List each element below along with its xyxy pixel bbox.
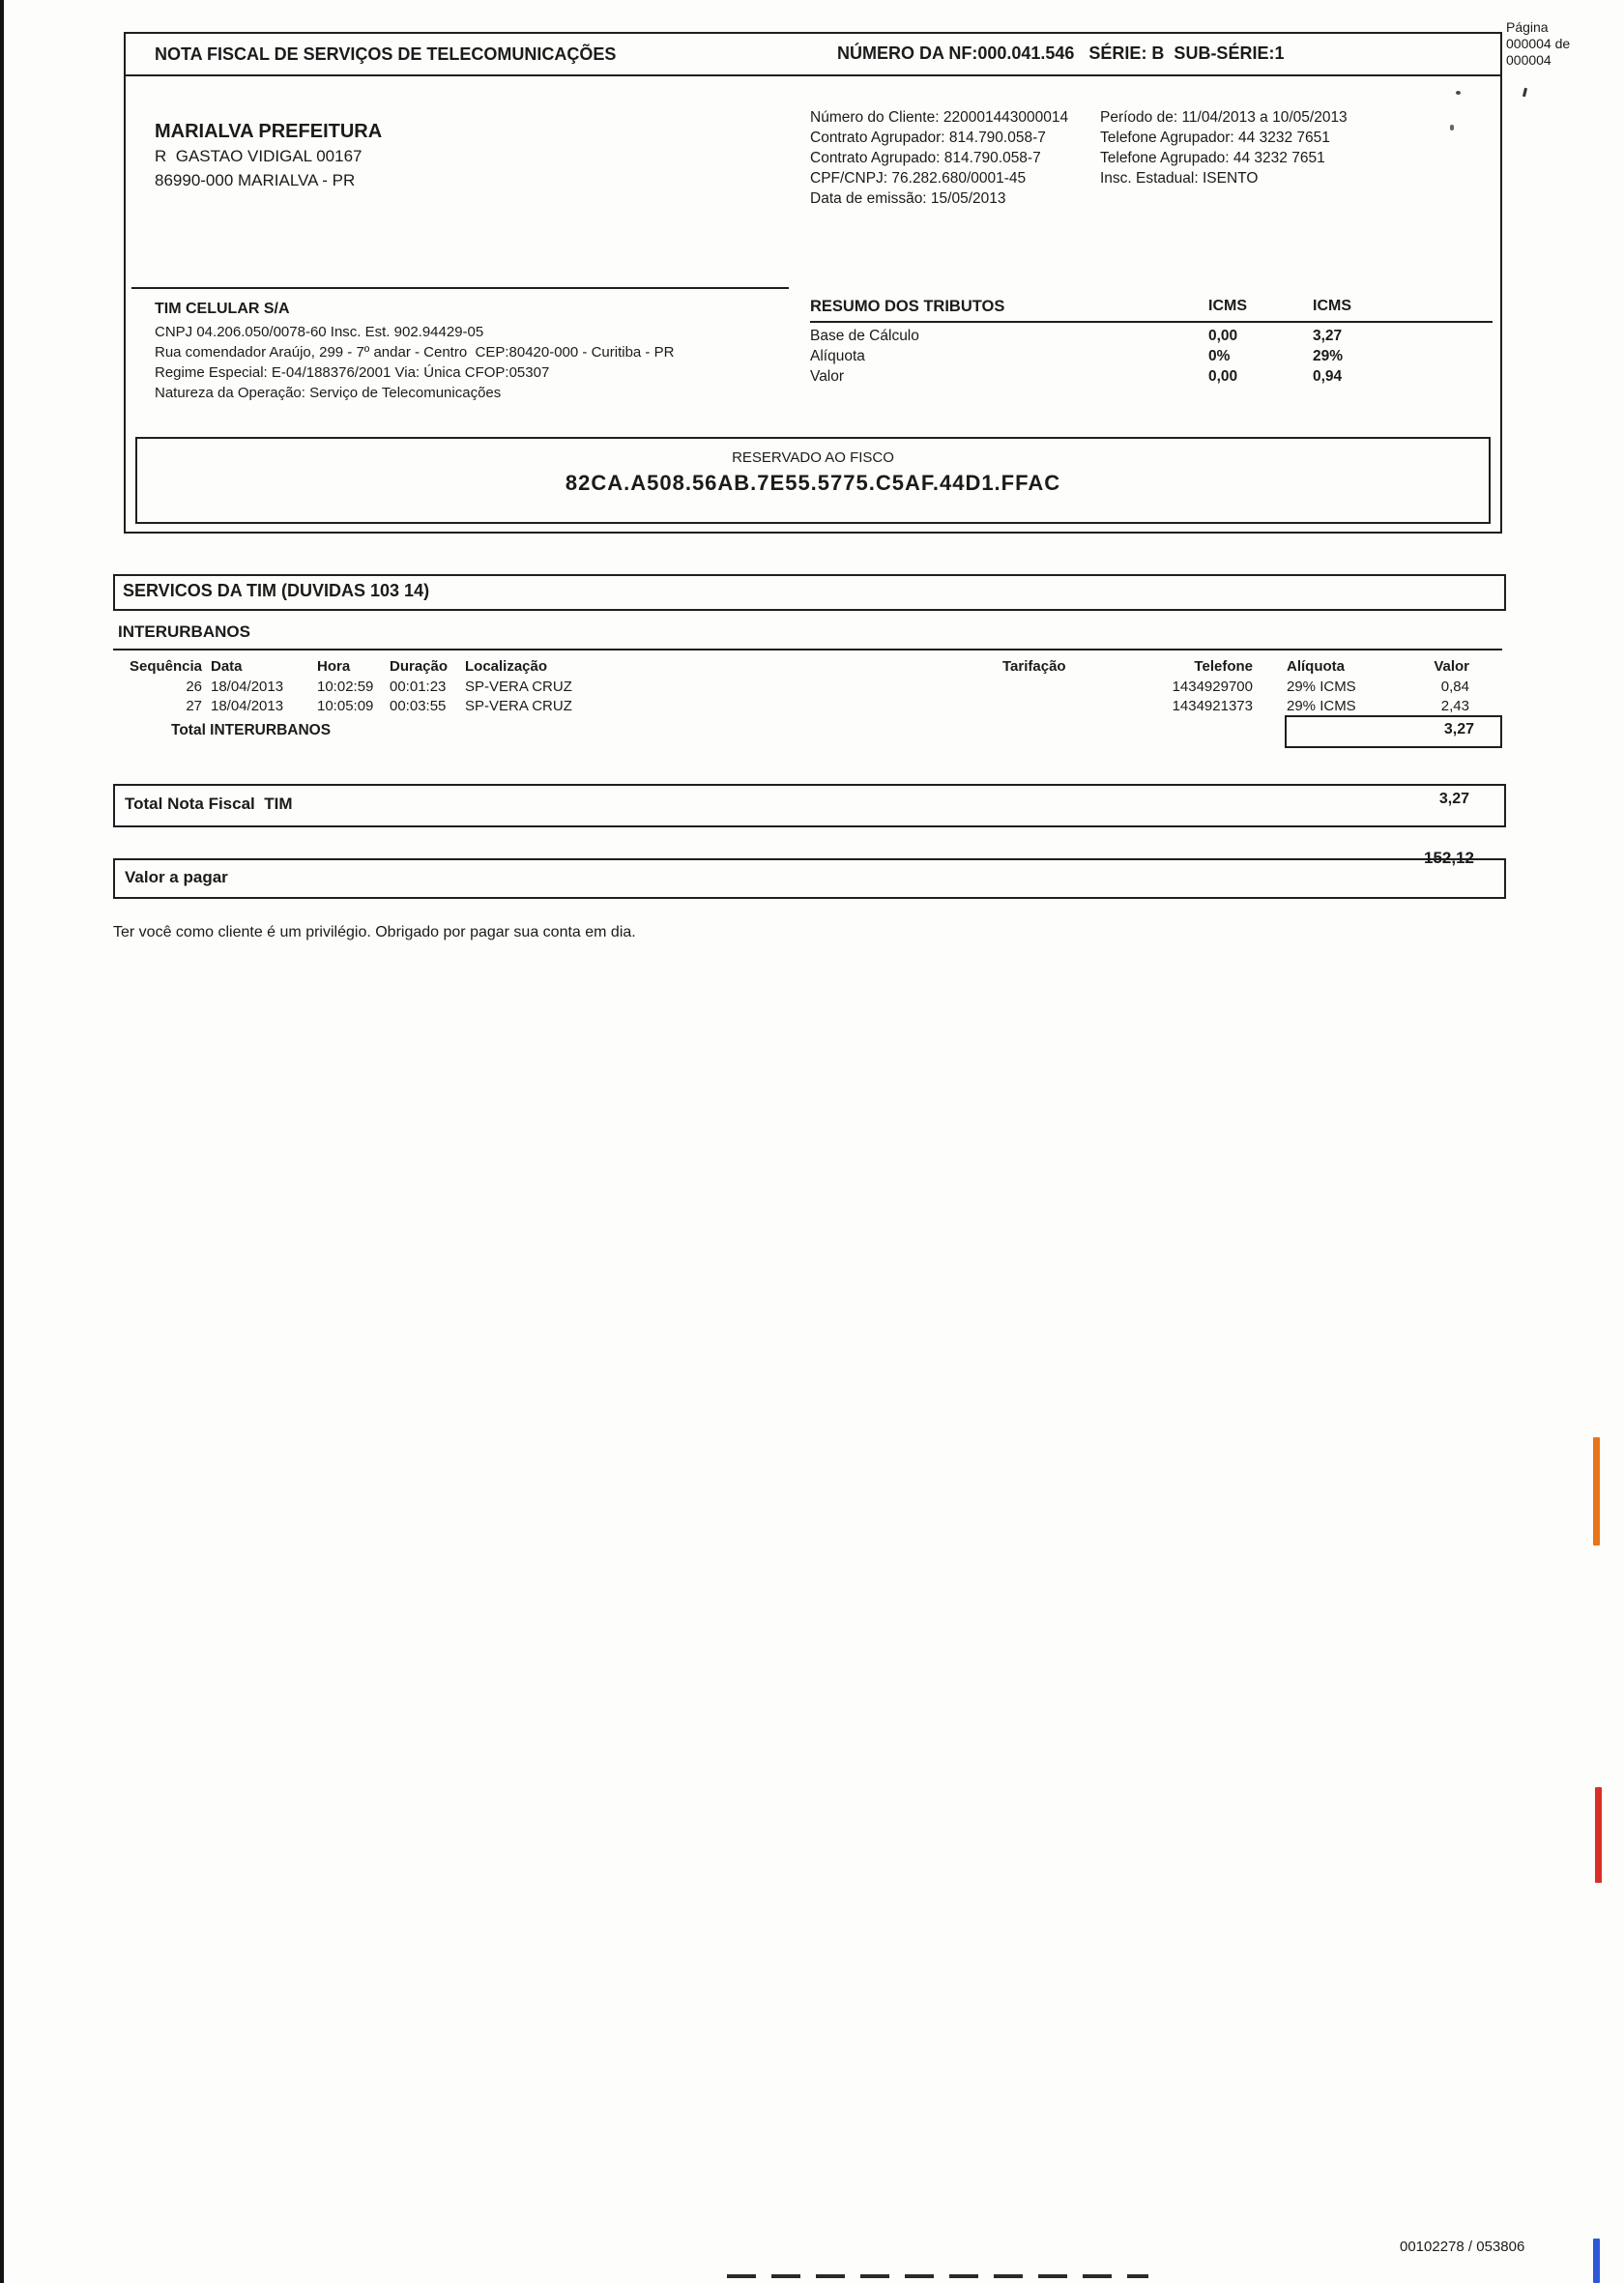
interurbanos-heading: INTERURBANOS [118,622,250,641]
cell-data: 18/04/2013 [211,698,284,714]
col-valor: Valor [1434,658,1469,675]
col-aliquota: Alíquota [1287,658,1345,675]
inscricao-estadual: Insc. Estadual: ISENTO [1100,170,1259,187]
tributos-row-value1: 0,00 [1208,328,1238,344]
tributos-row-label: Alíquota [810,348,865,364]
contrato-agrupador: Contrato Agrupador: 814.790.058-7 [810,130,1046,146]
tributos-underline [810,321,1493,323]
customer-city: 86990-000 MARIALVA - PR [155,171,356,189]
data-emissao: Data de emissão: 15/05/2013 [810,190,1006,207]
calls-table-header [113,656,1502,678]
total-nota-fiscal-label: Total Nota Fiscal TIM [125,795,293,813]
cpf-cnpj: CPF/CNPJ: 76.282.680/0001-45 [810,170,1027,187]
cell-telefone: 1434929700 [1172,679,1253,695]
scan-color-strip-red [1595,1787,1602,1883]
scan-color-strip-orange [1593,1437,1600,1546]
tributos-row-value2: 29% [1313,348,1344,364]
tributos-row-value1: 0% [1208,348,1231,364]
customer-name: MARIALVA PREFEITURA [155,121,383,142]
page-counter-label: Página [1506,19,1549,35]
tributos-row-label: Base de Cálculo [810,328,919,344]
cell-data: 18/04/2013 [211,679,284,695]
cell-telefone: 1434921373 [1172,698,1253,714]
scan-color-strip-blue [1593,2239,1600,2283]
issuer-name: TIM CELULAR S/A [155,301,290,317]
cell-localizacao: SP-VERA CRUZ [465,698,572,714]
contrato-agrupado: Contrato Agrupado: 814.790.058-7 [810,150,1041,166]
page-counter [1506,19,1570,69]
cell-aliquota: 29% ICMS [1287,679,1356,695]
cell-localizacao: SP-VERA CRUZ [465,679,572,695]
col-hora: Hora [317,658,351,675]
calls-table [113,656,1502,716]
cell-duracao: 00:03:55 [390,698,447,714]
page-counter-total: 000004 [1506,52,1552,68]
reservado-fisco-box [135,437,1491,524]
issuer-regime: Regime Especial: E-04/188376/2001 Via: Única CFOP:05307 [155,364,550,381]
col-data: Data [211,658,243,675]
tributos-col1-header: ICMS [1208,298,1247,314]
col-duracao: Duração [390,658,449,675]
cell-tarifacao [1002,678,1167,697]
valor-a-pagar-label: Valor a pagar [125,868,228,886]
cell-hora: 10:02:59 [317,679,374,695]
account-info-left [810,107,1068,209]
telefone-agrupado: Telefone Agrupado: 44 3232 7651 [1100,150,1325,166]
table-row [113,678,1502,697]
client-number: Número do Cliente: 220001443000014 [810,109,1069,126]
services-section-title: SERVICOS DA TIM (DUVIDAS 103 14) [123,581,430,600]
col-localizacao: Localização [465,658,548,675]
page-counter-value: 000004 de [1506,36,1571,51]
periodo: Período de: 11/04/2013 a 10/05/2013 [1100,109,1348,126]
valor-a-pagar-box [113,849,1506,899]
cell-valor: 2,43 [1440,698,1469,714]
scan-speck-artifact [1522,88,1527,97]
total-nota-fiscal-value: 3,27 [1438,791,1469,807]
issuer-natureza: Natureza da Operação: Serviço de Telecomunicações [155,385,502,401]
col-telefone: Telefone [1194,658,1253,675]
cell-aliquota: 29% ICMS [1287,698,1356,714]
valor-a-pagar-value: 152,12 [1424,849,1474,867]
tributos-row-value1: 0,00 [1208,368,1238,385]
col-tarifacao: Tarifação [1002,658,1066,675]
scan-bottom-edge-artifact [727,2274,1148,2278]
interurbanos-total-box [1285,715,1502,748]
nf-number: NÚMERO DA NF:000.041.546 SÉRIE: B SUB-SÉRIE:1 [837,43,1285,63]
cell-tarifacao [1002,697,1167,716]
cell-valor: 0,84 [1440,679,1469,695]
scan-edge-artifact [0,0,4,2283]
issuer-divider [131,287,789,289]
table-top-rule [113,649,1502,650]
tributos-row-value2: 0,94 [1313,368,1343,385]
tributos-title: RESUMO DOS TRIBUTOS [810,298,1005,315]
issuer-cnpj: CNPJ 04.206.050/0078-60 Insc. Est. 902.94429-05 [155,324,484,340]
tributos-col2-header: ICMS [1313,298,1351,314]
account-info-right [1100,107,1348,188]
header-title-row [126,34,1500,76]
cell-hora: 10:05:09 [317,698,374,714]
cell-sequencia: 27 [186,698,202,714]
tributos-row-value2: 3,27 [1313,328,1343,344]
document-title: NOTA FISCAL DE SERVIÇOS DE TELECOMUNICAÇÕES [155,44,617,64]
total-nota-fiscal-box [113,784,1506,827]
telefone-agrupador: Telefone Agrupador: 44 3232 7651 [1100,130,1330,146]
table-row [113,697,1502,716]
interurbanos-total-label: Total INTERURBANOS [171,722,332,738]
cell-duracao: 00:01:23 [390,679,447,695]
col-sequencia: Sequência [129,658,202,675]
fisco-label: RESERVADO AO FISCO [732,449,894,466]
cell-sequencia: 26 [186,679,202,695]
issuer-block [155,297,674,403]
interurbanos-total-value: 3,27 [1443,721,1474,737]
services-section-header [113,574,1506,611]
thank-you-message: Ter você como cliente é um privilégio. Obrigado por pagar sua conta em dia. [113,924,636,940]
customer-address: R GASTAO VIDIGAL 00167 [155,147,362,165]
issuer-address: Rua comendador Araújo, 299 - 7º andar - Centro CEP:80420-000 - Curitiba - PR [155,344,675,361]
document-reference-number: 00102278 / 053806 [1400,2239,1525,2255]
tributos-row-label: Valor [810,368,845,385]
invoice-header-box [124,32,1502,534]
customer-block [155,119,382,192]
fisco-code: 82CA.A508.56AB.7E55.5775.C5AF.44D1.FFAC [565,471,1061,495]
